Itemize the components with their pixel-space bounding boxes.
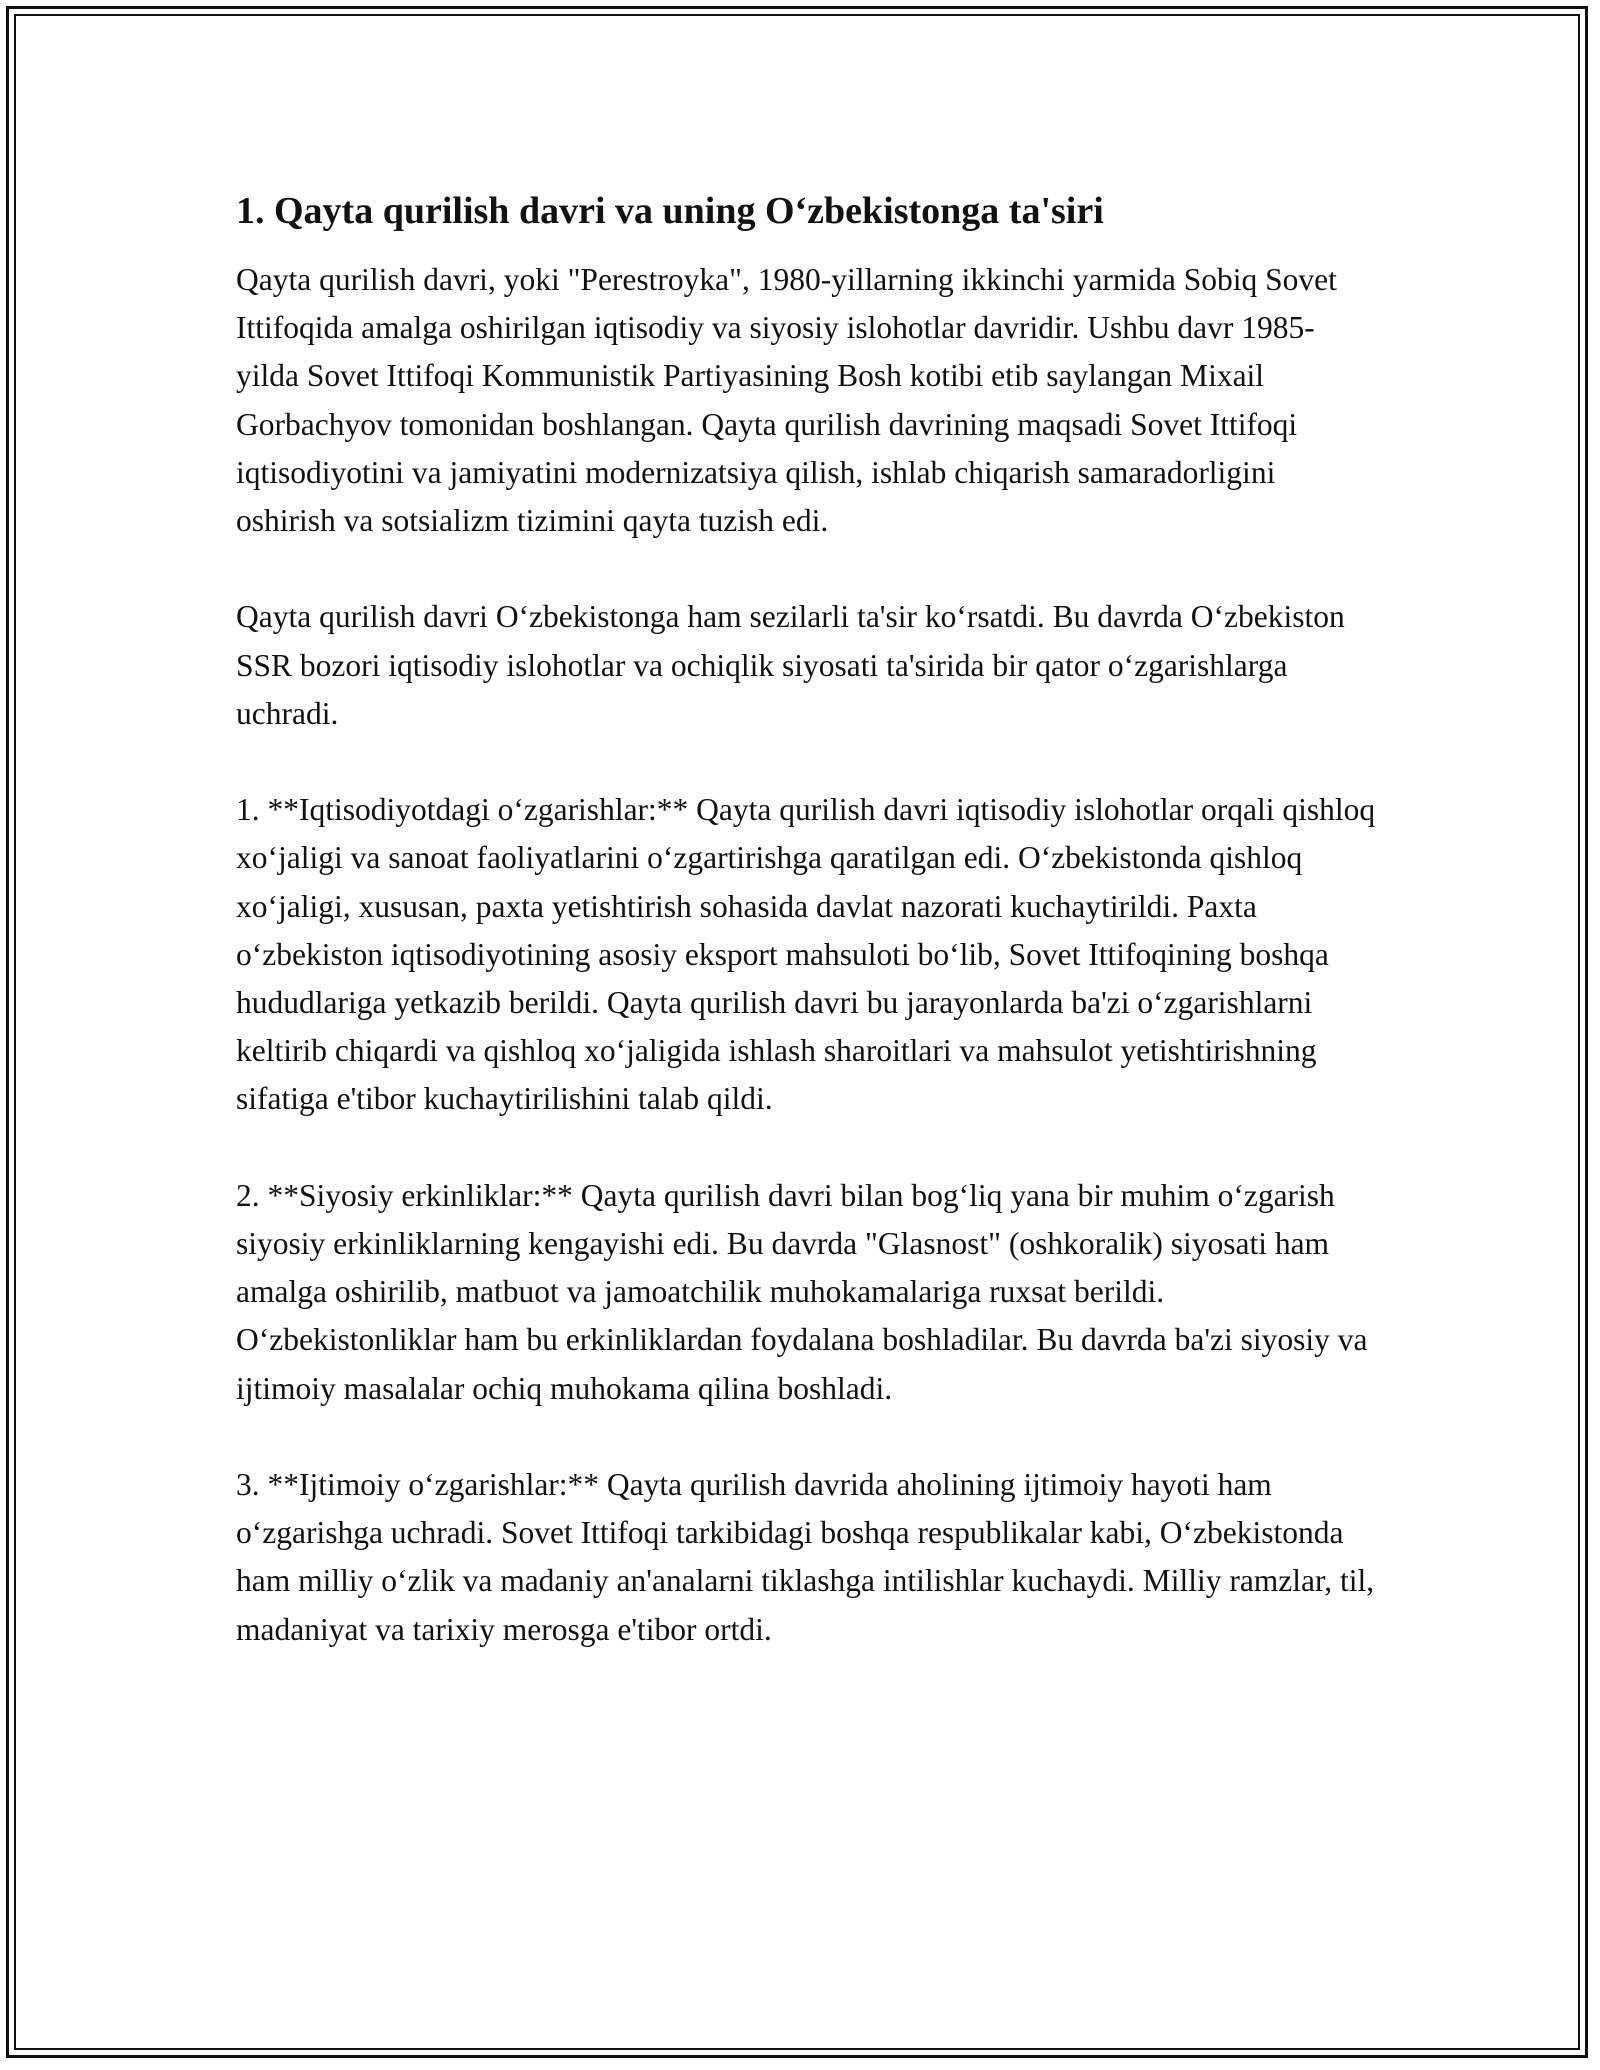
paragraph-intro: Qayta qurilish davri, yoki "Perestroyka", 1980-yillarning ikkinchi yarmida Sobiq Sovet Ittifoqida amalga oshirilgan iqtisodiy va siyosiy islohotlar davridir. Ushbu davr 1985-yilda Sovet Ittifoqi Kommunistik Partiyasining Bosh kotibi etib saylangan Mixail Gorbachyov tomonidan boshlangan. Qayta qurilish davrining maqsadi Sovet Ittifoqi iqtisodiyotini va jamiyatini modernizatsiya qilish, ishlab chiqarish samaradorligini oshirish va sotsializm tizimini qayta tuzish edi. bbox=[236, 262, 1337, 539]
paragraph-impact: Qayta qurilish davri O‘zbekistonga ham sezilarli ta'sir ko‘rsatdi. Bu davrda O‘zbekiston SSR bozori iqtisodiy islohotlar va ochiqlik siyosati ta'sirida bir qator o‘zgarishlarga uchradi. bbox=[236, 599, 1345, 731]
paragraph-political: 2. **Siyosiy erkinliklar:** Qayta qurilish davri bilan bog‘liq yana bir muhim o‘zgarish siyosiy erkinliklarning kengayishi edi. Bu davrda "Glasnost" (oshkoralik) siyosati ham amalga oshirilib, matbuot va jamoatchilik muhokamalariga ruxsat berildi. O‘zbekistonliklar ham bu erkinliklardan foydalana boshladilar. Bu davrda ba'zi siyosiy va ijtimoiy masalalar ochiq muhokama qilina boshladi. bbox=[236, 1177, 1368, 1406]
document-body bbox=[236, 186, 1376, 1702]
paragraph-social: 3. **Ijtimoiy o‘zgarishlar:** Qayta qurilish davrida aholining ijtimoiy hayoti ham o‘zgarishga uchradi. Sovet Ittifoqi tarkibidagi boshqa respublikalar kabi, O‘zbekistonda ham milliy o‘zlik va madaniy an'analarni tiklashga intilishlar kuchaydi. Milliy ramzlar, til, madaniyat va tarixiy merosga e'tibor ortdi. bbox=[236, 1467, 1375, 1647]
paragraph-economy: 1. **Iqtisodiyotdagi o‘zgarishlar:** Qayta qurilish davri iqtisodiy islohotlar orqali qishloq xo‘jaligi va sanoat faoliyatlarini o‘zgartirishga qaratilgan edi. O‘zbekistonda qishloq xo‘jaligi, xususan, paxta yetishtirish sohasida davlat nazorati kuchaytirildi. Paxta o‘zbekiston iqtisodiyotining asosiy eksport mahsuloti bo‘lib, Sovet Ittifoqining boshqa hududlariga yetkazib berildi. Qayta qurilish davri bu jarayonlarda ba'zi o‘zgarishlarni keltirib chiqardi va qishloq xo‘jaligida ishlash sharoitlari va mahsulot yetishtirishning sifatiga e'tibor kuchaytirilishini talab qildi. bbox=[236, 792, 1376, 1117]
document-title: 1. Qayta qurilish davri va uning O‘zbekistonga ta'siri bbox=[236, 190, 1104, 232]
